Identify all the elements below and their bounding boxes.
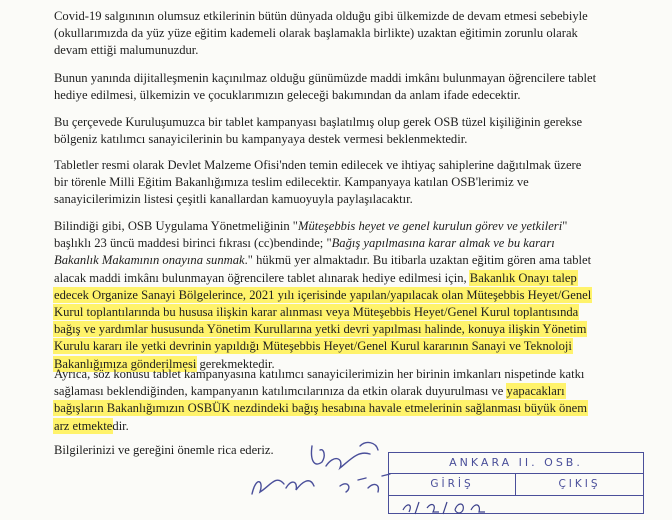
italic-quote: Bağış yapılmasına karar almak ve bu kararı [331,236,555,251]
text-line [54,321,634,338]
text-line: sanayicilerimizin listesi çeşitli kanallardan kamuoyuyla paylaşılacaktır. [54,192,413,207]
highlighted-text: edecek Organize Sanayi Bölgelerince, 2021 yılı içerisinde yapılan/yapılacak olan Müteşebbis Heyet/Genel [54,287,592,302]
text-line: hediye edilmesi, ülkemizin ve çocuklarımızın geleceği bakımından da anlam ifade edecektir. [54,88,521,103]
text-line: devam ettiği malumunuzdur. [54,43,199,58]
text-line: bölgeniz katılımcı sanayicilerinin bu kampanyaya destek vermesi beklenmektedir. [54,132,468,147]
stamp-date-row [389,495,643,516]
text-line [54,218,634,235]
highlighted-text: Kurulu kararı ile yetki devrinin yapıldığı Müteşebbis Heyet/Genel Kurul kararının Sanayi ve Teknoloji [54,339,572,354]
highlighted-text: Bakanlığımıza gönderilmesi [54,356,197,371]
text-segment: " [562,219,568,233]
text-segment: dir. [112,418,129,433]
italic-quote: Müteşebbis heyet ve genel kurulun görev ve yetkileri [297,219,563,233]
text-line: Covid-19 salgınının olumsuz etkilerinin bütün dünyada olduğu gibi ülkemizde de devam etmesi sebebiyle [54,9,588,23]
highlighted-text: bağışların Bakanlığımızın OSBÜK nezdindeki bağış hesabına havale etmelerinin sağlanması büyük önem [54,401,588,416]
text-line: Bunun yanında dijitalleşmenin kaçınılmaz olduğu günümüzde maddi imkânı bulunmayan öğrencilere tablet [54,71,597,85]
highlighted-text: yapacakları [506,384,565,399]
paragraph-3 [54,114,634,148]
text-segment: gerekmektedir. [196,356,275,371]
text-segment: sağlaması beklendiğinden, kampanyanın katılımcılarınıza da etkin olarak duyurulması ve [54,384,507,399]
stamp-handwritten-date-icon [389,496,515,516]
highlighted-text: Kurul toplantılarında bu hususa ilişkin karar alınması veya Müteşebbis Heyet/Genel Kurul toplantısında [54,305,579,320]
stamp-entry-label: GİRİŞ [389,473,516,495]
text-line [54,418,634,435]
stamp-exit-label: ÇIKIŞ [558,478,601,490]
registry-stamp [388,452,644,514]
paragraph-6 [54,366,634,435]
text-line: bir törenle Milli Eğitim Bakanlığımıza teslim edilecektir. Kampanyaya katılan OSB'lerimiz ve [54,175,529,190]
text-line: (okullarımızda da yüz yüze eğitim kademeli olarak başlamakla birlikte) uzaktan eğitimin zorunlu olarak [54,26,578,41]
text-line [54,304,634,321]
text-segment: başlıklı 23 üncü maddesi birinci fıkrası (cc)bendinde; " [54,236,332,251]
paragraph-2 [54,70,634,104]
text-line: Bu çerçevede Kuruluşumuzca bir tablet kampanyası başlatılmış olup gerek OSB tüzel kişiliğinin gerekse [54,115,583,129]
text-segment: ." hükmü yer almaktadır. Bu itibarla uzaktan eğitim gören ama tablet [244,253,592,268]
paragraph-5 [54,218,634,373]
paragraph-4 [54,157,634,209]
text-line: Bilgilerinizi ve gereğini önemle rica ederiz. [54,443,274,457]
text-line [54,400,634,417]
text-line [54,270,634,287]
text-line: Ayrıca, söz konusu tablet kampanyasına katılımcı sanayicilerimizin her birinin imkanları nispetinde katkı [54,367,585,381]
text-line [54,338,634,355]
text-line [54,235,634,252]
text-line [54,383,634,400]
italic-quote: Bakanlık Makamının onayına sunmak [54,253,245,268]
text-line: Tabletler resmi olarak Devlet Malzeme Ofisi'nden temin edilecek ve ihtiyaç sahiplerine dağıtılmak üzere [54,158,582,172]
text-line [54,287,634,304]
paragraph-1 [54,8,634,60]
highlighted-text: arz etmekte [54,418,113,433]
text-segment: Bilindiği gibi, OSB Uygulama Yönetmeliğinin " [54,219,298,233]
highlighted-text: Bakanlık Onayı talep [469,270,577,285]
text-line [54,252,634,269]
highlighted-text: bağış ve yardımlar hususunda Yönetim Kurullarına yetki devri yapılması halinde, konuya ilişkin Yönetim [54,322,587,337]
stamp-title: ANKARA II. OSB. [389,453,643,474]
text-segment: alacak maddi imkânı bulunmayan öğrencilere tablet alınarak hediye edilmesi için, [54,270,470,285]
